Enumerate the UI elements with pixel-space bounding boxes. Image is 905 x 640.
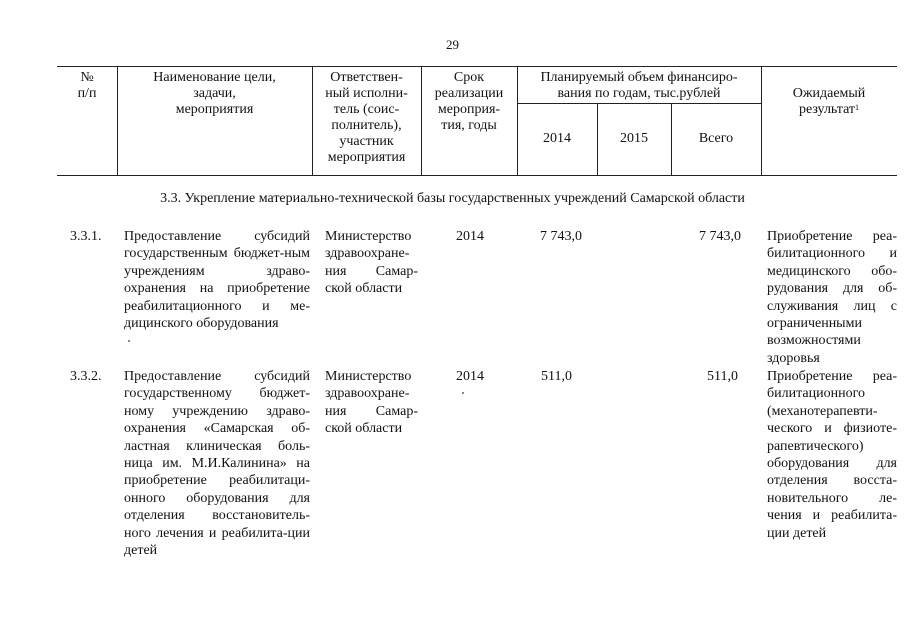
scan-speck <box>128 340 130 342</box>
page-number: 29 <box>446 37 459 52</box>
row-total: 511,0 <box>707 369 738 384</box>
header-result-footnote-mark: 1 <box>855 103 860 112</box>
row-executor: Министерство здравоохране-ния Самар-ской области <box>325 369 418 437</box>
section-title: 3.3. Укрепление материально-технической базы государственных учреждений Самарской области <box>160 191 745 206</box>
header-executor: Ответствен- ный исполни- тель (соис- полнитель), участник мероприятия <box>325 70 408 165</box>
header-term: Срок реализации мероприя- тия, годы <box>434 70 504 133</box>
header-result <box>761 70 897 118</box>
scan-speck <box>462 392 464 394</box>
header-name: Наименование цели, задачи, мероприятия <box>153 70 276 117</box>
row-term: 2014 <box>456 369 484 384</box>
row-number: 3.3.2. <box>70 369 102 384</box>
row-number: 3.3.1. <box>70 229 102 244</box>
row-result: Приобретение реа-билитационного (механотерапевти-ческого и физиоте-рапевтического) оборудования для отделения восста-новительного ле-чения и реабилита-ции детей <box>767 369 897 541</box>
row-executor: Министерство здравоохране-ния Самар-ской области <box>325 229 418 297</box>
header-year-2015: 2015 <box>620 131 648 146</box>
row-value-2014: 511,0 <box>541 369 572 384</box>
header-year-2014: 2014 <box>543 131 571 146</box>
header-result-text: Ожидаемый результат <box>792 86 866 117</box>
row-total: 7 743,0 <box>699 229 741 244</box>
header-financing: Планируемый объем финансиро- вания по годам, тыс.рублей <box>540 70 738 101</box>
header-num: № п/п <box>77 70 97 101</box>
row-name: Предоставление субсидий государственным бюджет-ным учреждениям здраво-охранения на приобретение реабилитационного и ме-дицинского оборудования <box>124 229 310 332</box>
row-value-2014: 7 743,0 <box>540 229 582 244</box>
row-term: 2014 <box>456 229 484 244</box>
row-name: Предоставление субсидий государственному бюджет-ному учреждению здраво-охранения «Самарская об-ластная клиническая боль-ница им. М.И.Калинина» на приобретение реабилитаци-онного оборудования для отделения восстановитель-ного лечения и реабилита-ции детей <box>124 369 310 559</box>
header-total: Всего <box>698 131 734 146</box>
row-result: Приобретение реа-билитационного и медицинского обо-рудования для об-служивания лиц с ограниченными возможностями здоровья <box>767 229 897 366</box>
